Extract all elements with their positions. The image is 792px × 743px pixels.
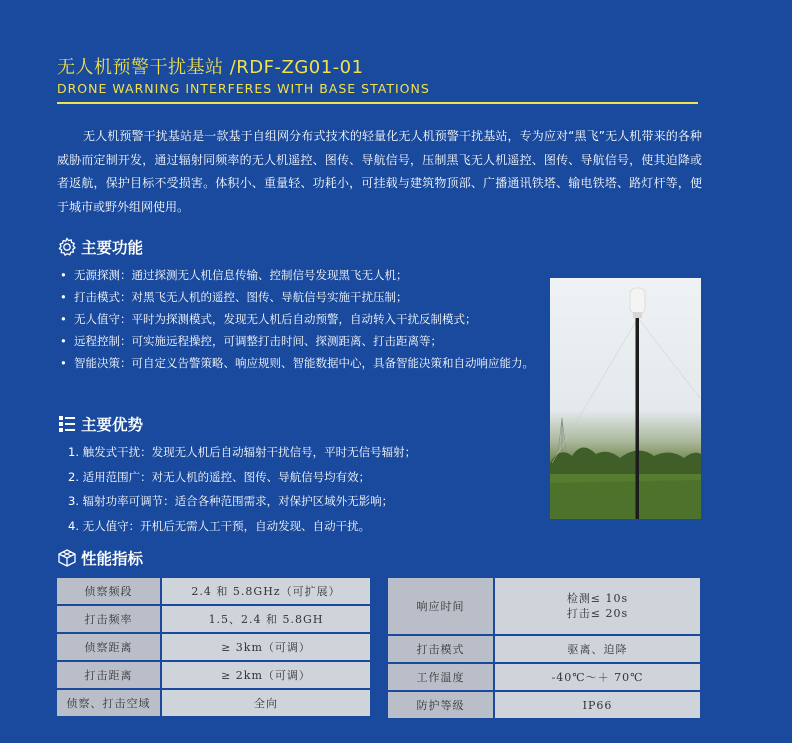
list-icon: [57, 414, 77, 434]
spec-label: 防护等级: [388, 692, 493, 718]
page-title: 无人机预警干扰基站 /RDF-ZG01-01: [57, 57, 364, 78]
cube-icon: [57, 548, 77, 568]
spec-value: ≥ 3km（可调）: [162, 634, 370, 660]
spec-label: 打击模式: [388, 636, 493, 662]
advantages-title: 主要优势: [81, 416, 144, 434]
list-item: • 打击模式：对黑飞无人机的遥控、图传、导航信号实施干扰压制；: [60, 286, 540, 308]
page-subtitle: DRONE WARNING INTERFERES WITH BASE STATIONS: [57, 81, 430, 96]
advantages-list: [68, 440, 538, 538]
table-row: [388, 578, 700, 634]
table-row: [57, 606, 370, 632]
list-item: • 远程控制：可实施远程操控，可调整打击时间、探测距离、打击距离等；: [60, 330, 540, 352]
response-strike: 打击≤ 20s: [566, 607, 629, 620]
spec-table-left: [55, 576, 372, 718]
spec-label: 侦察频段: [57, 578, 160, 604]
response-detect: 检测≤ 10s: [566, 592, 629, 605]
table-row: [57, 662, 370, 688]
spec-value: 1.5、2.4 和 5.8GH: [162, 606, 370, 632]
product-photo: [550, 278, 701, 519]
spec-label: 响应时间: [388, 578, 493, 634]
spec-label: 打击频率: [57, 606, 160, 632]
spec-value: 2.4 和 5.8GHz（可扩展）: [162, 578, 370, 604]
table-row: [57, 578, 370, 604]
list-item: 1. 触发式干扰：发现无人机后自动辐射干扰信号，平时无信号辐射；: [68, 445, 417, 459]
spec-value: -40℃～＋ 70℃: [495, 664, 700, 690]
list-item: • 智能决策：可自定义告警策略、响应规则、智能数据中心，具备智能决策和自动响应能力。: [60, 352, 540, 374]
spec-value: [495, 578, 700, 634]
spec-table-right: [386, 576, 702, 720]
specs-title: 性能指标: [81, 550, 144, 568]
functions-title: 主要功能: [81, 239, 144, 257]
list-item: • 无源探测：通过探测无人机信息传输、控制信号发现黑飞无人机；: [60, 264, 540, 286]
spec-label: 工作温度: [388, 664, 493, 690]
spec-label: 打击距离: [57, 662, 160, 688]
spec-label: 侦察距离: [57, 634, 160, 660]
title-divider: [57, 102, 698, 104]
list-item: • 无人值守：平时为探测模式，发现无人机后自动预警，自动转入干扰反制模式；: [60, 308, 540, 330]
functions-heading: [57, 236, 143, 258]
table-row: [57, 634, 370, 660]
gear-icon: [57, 237, 77, 257]
list-item: 3. 辐射功率可调节：适合各种范围需求，对保护区域外无影响；: [68, 494, 394, 508]
spec-value: 全向: [162, 690, 370, 716]
list-item: 4. 无人值守：开机后无需人工干预，自动发现、自动干扰。: [68, 518, 371, 533]
spec-value: 驱离、迫降: [495, 636, 700, 662]
specs-heading: [57, 547, 143, 569]
table-row: [388, 664, 700, 690]
table-row: [388, 692, 700, 718]
table-row: [57, 690, 370, 716]
spec-value: IP66: [495, 692, 700, 718]
spec-label: 侦察、打击空域: [57, 690, 160, 716]
functions-list: [60, 264, 540, 374]
table-row: [388, 636, 700, 662]
intro-paragraph: 无人机预警干扰基站是一款基于自组网分布式技术的轻量化无人机预警干扰基站，专为应对“黑飞”无人机带来的各种威胁而定制开发，通过辐射同频率的无人机遥控、图传、导航信号，压制黑飞无人机遥控、图传、导航信号，使其迫降或者返航，保护目标不受损害。体积小、重量轻、功耗小，可挂载与建筑物顶部、广播通讯铁塔、输电铁塔、路灯杆等，便于城市或野外组网使用。: [57, 129, 702, 214]
spec-value: ≥ 2km（可调）: [162, 662, 370, 688]
list-item: 2. 适用范围广：对无人机的遥控、图传、导航信号均有效；: [68, 469, 371, 484]
advantages-heading: [57, 413, 143, 435]
